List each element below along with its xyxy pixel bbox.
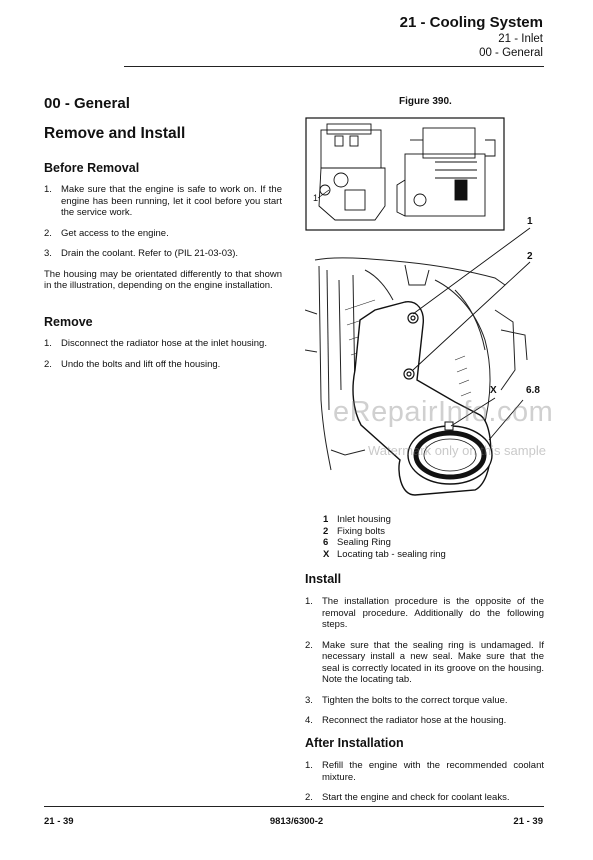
- legend-item: [323, 549, 446, 561]
- watermark-note: Watermark only on this sample: [368, 443, 546, 458]
- list-item: [305, 596, 544, 631]
- install-heading: Install: [305, 572, 342, 586]
- footer-page-right: 21 - 39: [513, 816, 543, 827]
- subsection-subtitle: 00 - General: [479, 47, 543, 59]
- engine-illustration: [305, 110, 555, 520]
- watermark-brand: eRepairInfo.com: [333, 396, 554, 428]
- note-paragraph: The housing may be orientated differently to that shown in the illustration, depending on the engine installation.: [44, 268, 282, 291]
- legend-key: 6: [323, 537, 329, 548]
- step-text: Make sure that the sealing ring is undamaged. If necessary install a new seal. Make sure that the seal is correctly located in its groove on the housing. Note the locating tab.: [322, 639, 544, 685]
- list-item: [44, 228, 282, 240]
- callout-1: 1: [527, 216, 533, 227]
- legend-item: [323, 537, 446, 549]
- step-number: 1.: [305, 596, 313, 607]
- step-text: Get access to the engine.: [61, 227, 169, 239]
- before-removal-heading: Before Removal: [44, 161, 140, 175]
- legend-label: Locating tab - sealing ring: [337, 548, 446, 560]
- step-text: Reconnect the radiator hose at the housing.: [322, 715, 507, 726]
- callout-6-8: 6.8: [526, 385, 540, 396]
- list-item: [305, 760, 544, 783]
- page-title: Remove and Install: [44, 125, 186, 142]
- step-number: 2.: [305, 639, 313, 651]
- step-number: 4.: [305, 715, 313, 726]
- callout-x: X: [490, 385, 497, 396]
- section-subtitle: 21 - Inlet: [498, 33, 543, 45]
- list-item: [305, 695, 544, 707]
- section-title: 00 - General: [44, 95, 130, 112]
- list-item: [305, 792, 544, 804]
- footer-page-left: 21 - 39: [44, 816, 74, 827]
- legend-label: Sealing Ring: [337, 537, 391, 548]
- legend-item: [323, 514, 446, 526]
- list-item: [44, 338, 282, 350]
- remove-heading: Remove: [44, 315, 93, 329]
- step-number: 2.: [305, 792, 313, 803]
- step-text: Refill the engine with the recommended coolant mixture.: [322, 760, 544, 783]
- after-installation-list: [305, 760, 544, 813]
- step-text: Start the engine and check for coolant leaks.: [322, 792, 510, 803]
- legend-key: X: [323, 548, 330, 560]
- step-text: Disconnect the radiator hose at the inlet housing.: [61, 338, 267, 349]
- list-item: [44, 184, 282, 219]
- step-text: Drain the coolant. Refer to (PIL 21-03-03).: [61, 248, 239, 259]
- step-number: 1.: [305, 760, 313, 771]
- legend-item: [323, 526, 446, 538]
- step-number: 3.: [305, 694, 313, 706]
- step-text: Tighten the bolts to the correct torque value.: [322, 694, 508, 706]
- header-rule: [124, 66, 544, 67]
- after-installation-heading: After Installation: [305, 736, 404, 750]
- step-text: Undo the bolts and lift off the housing.: [61, 358, 221, 370]
- footer-doc-number: 9813/6300-2: [269, 816, 324, 827]
- legend-key: 2: [323, 525, 329, 537]
- before-removal-list: [44, 184, 282, 292]
- install-list: [305, 596, 544, 736]
- chapter-title: 21 - Cooling System: [399, 14, 543, 31]
- step-text: The installation procedure is the opposite of the removal procedure. Additionally do the following steps.: [322, 596, 544, 630]
- inset-callout: 1: [313, 193, 319, 203]
- legend-key: 1: [323, 514, 329, 525]
- list-item: [305, 640, 544, 686]
- legend-label: Inlet housing: [337, 514, 391, 525]
- list-item: [44, 359, 282, 371]
- callout-2: 2: [527, 251, 533, 262]
- list-item: [44, 248, 282, 260]
- list-item: [305, 715, 544, 727]
- step-text: Make sure that the engine is safe to work on. If the engine has been running, let it cool before you start the service work.: [61, 184, 282, 218]
- figure-legend: [323, 514, 446, 560]
- step-number: 1.: [44, 184, 52, 195]
- footer-rule: [44, 806, 544, 807]
- remove-list: [44, 338, 282, 379]
- step-number: 2.: [44, 358, 52, 370]
- step-number: 1.: [44, 338, 52, 349]
- step-number: 2.: [44, 227, 52, 239]
- figure-caption: Figure 390.: [399, 96, 452, 107]
- step-number: 3.: [44, 248, 52, 259]
- legend-label: Fixing bolts: [337, 525, 386, 537]
